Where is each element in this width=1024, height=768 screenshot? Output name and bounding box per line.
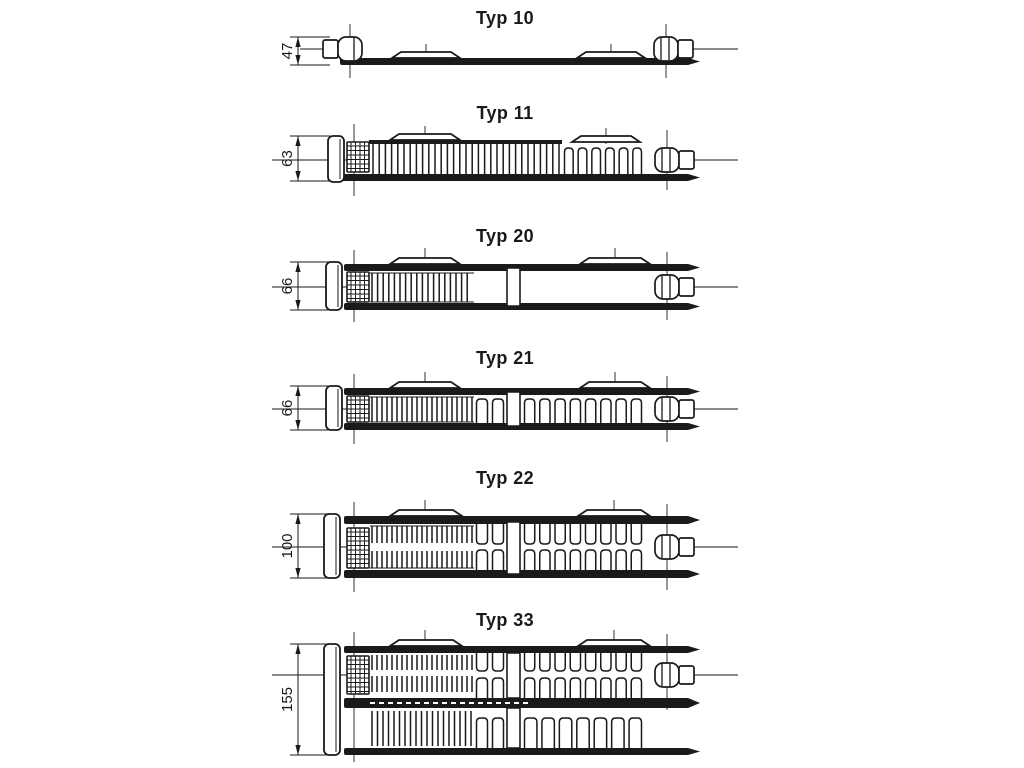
cross-section-drawing-typ-10 (270, 14, 740, 86)
section-grid (347, 656, 369, 694)
section-grid (347, 396, 369, 422)
wall-bracket (580, 258, 650, 264)
valve-connection (655, 397, 694, 421)
convector-fins (477, 524, 504, 544)
wall-bracket (390, 258, 460, 264)
valve-connection (655, 275, 694, 299)
panel-section-hatch (372, 397, 472, 422)
dimension-label: 47 (279, 42, 296, 60)
wall-bracket (390, 382, 460, 388)
panel-rail (340, 174, 700, 181)
valve-connection (654, 37, 693, 61)
depth-dimension (279, 386, 330, 430)
convector-fins (477, 678, 504, 698)
valve-connection (655, 148, 694, 172)
dimension-label: 66 (279, 277, 296, 295)
dimension-label: 66 (279, 399, 296, 417)
panel-rail (344, 516, 700, 524)
dimension-label: 100 (279, 533, 296, 559)
convector-fins (477, 550, 504, 570)
panel-rail (344, 388, 700, 395)
panel-connector (507, 392, 520, 426)
cross-section-drawing-typ-21 (270, 368, 740, 458)
panel-section-hatch (372, 273, 467, 302)
end-cap (324, 644, 340, 755)
convector-fins (525, 653, 642, 671)
depth-dimension (279, 262, 330, 310)
cross-section-drawing-typ-33 (270, 630, 740, 766)
section-grid (347, 272, 369, 302)
end-cap (324, 514, 340, 578)
panel-rail (344, 264, 700, 271)
convector-fins (525, 678, 642, 698)
panel-section-hatch (372, 655, 472, 670)
panel-rail (344, 646, 700, 653)
end-cap (326, 262, 342, 310)
depth-dimension (279, 514, 330, 578)
wall-bracket (392, 52, 460, 58)
row-typ-10 (270, 8, 740, 94)
depth-dimension (279, 136, 330, 181)
cross-section-drawing-typ-20 (270, 246, 740, 336)
convector-fins (477, 653, 504, 671)
panel-section-hatch (372, 526, 472, 543)
panel-connector (507, 268, 520, 306)
valve-connection (655, 535, 694, 559)
type-title: Typ 20 (475, 226, 535, 246)
type-title: Typ 33 (475, 610, 535, 630)
section-grid (347, 142, 369, 172)
type-title: Typ 22 (475, 468, 535, 488)
panel-section-hatch (372, 676, 472, 692)
type-title: Typ 11 (476, 103, 534, 123)
wall-bracket (578, 640, 650, 646)
convector-fins (525, 550, 642, 570)
cross-section-drawing-typ-22 (270, 498, 740, 606)
wall-bracket (580, 382, 650, 388)
panel-rail (344, 303, 700, 310)
panel-connector (507, 708, 520, 748)
dimension-label: 63 (279, 150, 296, 167)
wall-bracket (578, 510, 650, 516)
panel-connector (507, 653, 520, 698)
panel-rail (344, 570, 700, 578)
panel-rail (344, 423, 700, 430)
end-cap (326, 386, 342, 430)
convector-fins (525, 524, 642, 544)
panel-section-hatch (372, 711, 471, 746)
panel-connector (507, 522, 520, 574)
dimension-label: 155 (279, 686, 296, 713)
convector-fins (565, 148, 642, 174)
panel-rail (340, 58, 700, 65)
valve-connection (655, 663, 694, 687)
convector-fins (477, 399, 504, 423)
wall-bracket (390, 134, 460, 140)
panel-rail (344, 748, 700, 755)
wall-bracket (577, 52, 645, 58)
wall-bracket (572, 136, 640, 142)
row-typ-21 (270, 348, 740, 460)
section-grid (347, 528, 369, 568)
wall-bracket (390, 510, 462, 516)
convector-fins (525, 399, 642, 423)
wall-bracket (390, 640, 462, 646)
row-typ-33 (270, 610, 740, 768)
row-typ-22 (270, 468, 740, 608)
convector-fins (477, 718, 504, 748)
end-cap (328, 136, 344, 182)
row-typ-20 (270, 226, 740, 338)
row-typ-11 (270, 103, 740, 213)
type-title: Typ 21 (475, 348, 535, 368)
convector-fins (525, 718, 642, 748)
cross-section-drawing-typ-11 (270, 124, 740, 210)
valve-connection-left (323, 37, 362, 61)
type-title: Typ 10 (475, 8, 535, 28)
panel-section-hatch (373, 144, 559, 174)
depth-dimension (279, 644, 330, 755)
panel-section-hatch (372, 551, 472, 568)
